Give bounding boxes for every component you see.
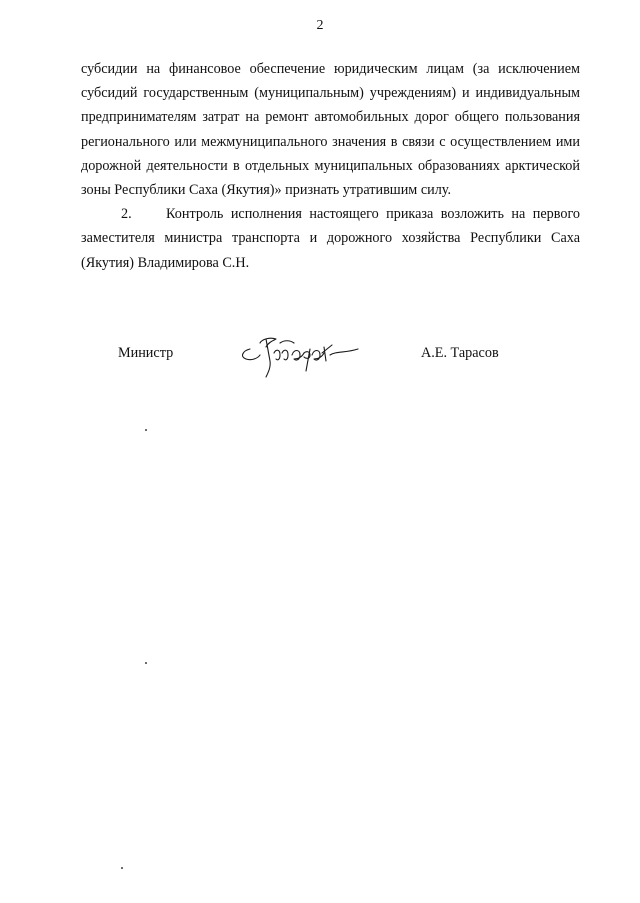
list-item-2 (81, 202, 580, 275)
scan-dot (145, 429, 147, 431)
item-text: Контроль исполнения настоящего приказа возложить на первого заместителя министра транспорта и дорожного хозяйства Республики Саха (Якутия) Владимирова С.Н. (81, 206, 580, 271)
scan-dot (121, 867, 123, 869)
item-number: 2. (121, 206, 132, 223)
scan-dot (145, 662, 147, 664)
handwritten-signature (236, 325, 366, 385)
document-body (81, 57, 580, 275)
paragraph-continuation: субсидии на финансовое обеспечение юридическим лицам (за исключением субсидий государственным (муниципальным) учреждениям) и индивидуальным предпринимателям затрат на ремонт автомобильных дорог общего пользования регионального или межмуниципального значения в связи с осуществлением ими дорожной деятельности в отдельных муниципальных образованиях арктической зоны Республики Саха (Якутия)» признать утратившим силу. (81, 61, 580, 199)
signatory-name: А.Е. Тарасов (421, 345, 499, 361)
signatory-title: Министр (118, 345, 174, 361)
signature-block (0, 345, 640, 385)
page-number: 2 (316, 18, 324, 33)
